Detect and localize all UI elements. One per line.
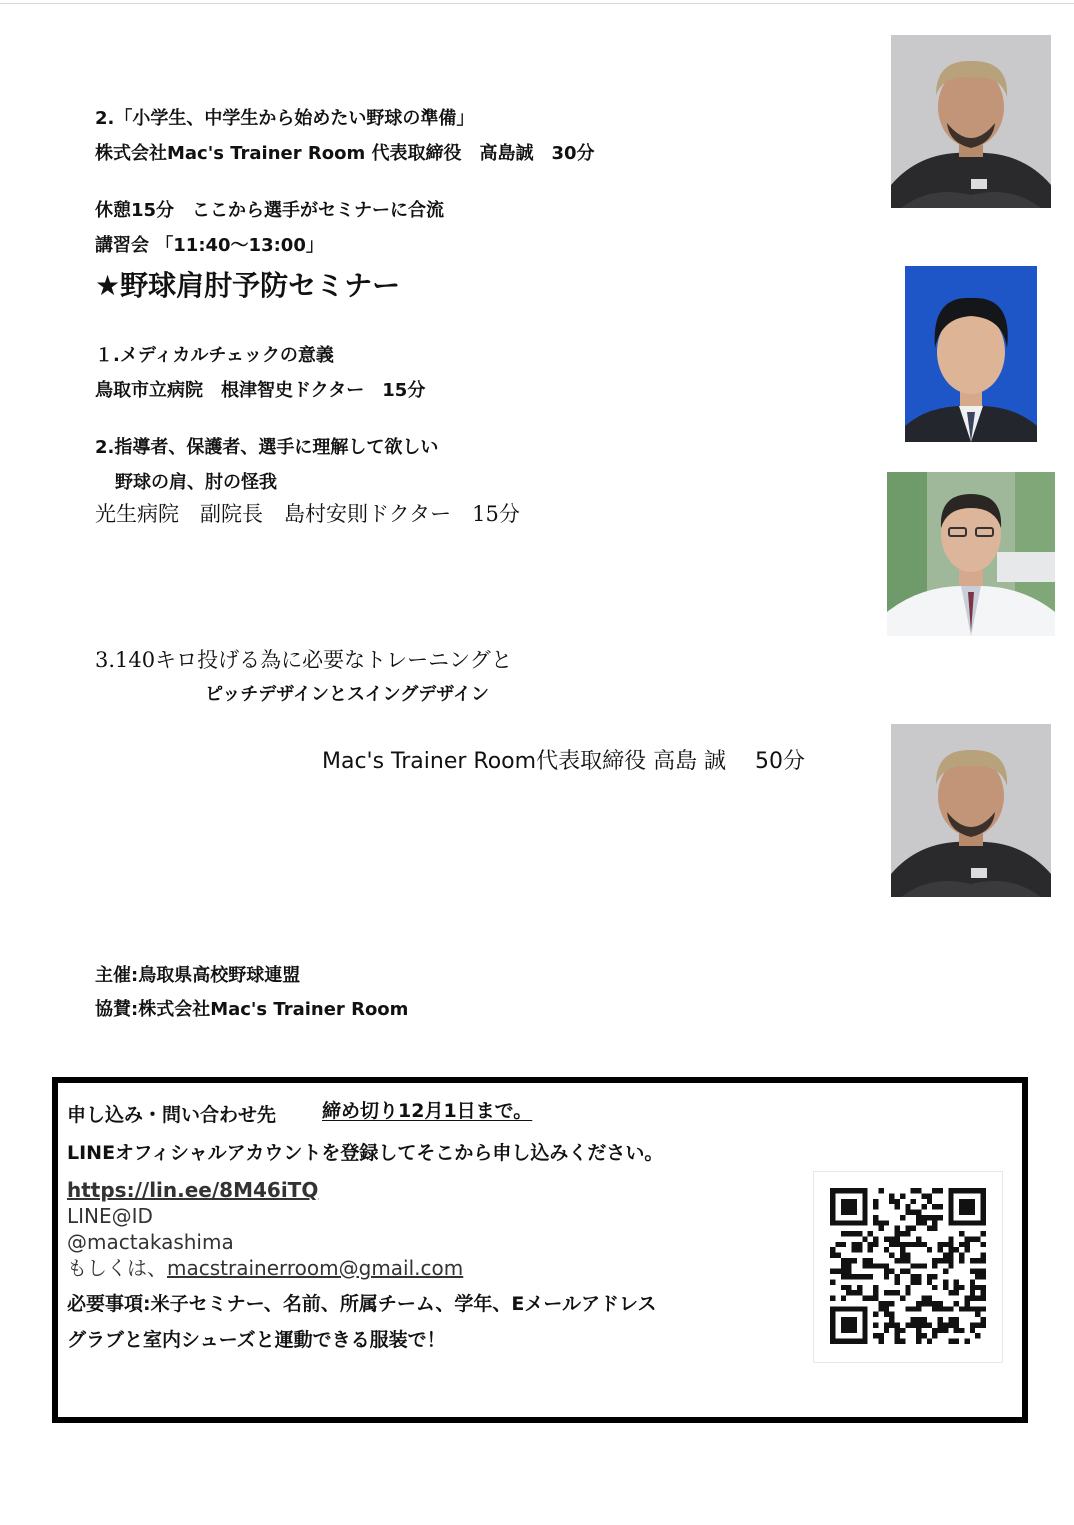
- item-2-speaker: 光生病院 副院長 島村安則ドクター 15分: [95, 502, 520, 526]
- qr-code[interactable]: [813, 1171, 1003, 1363]
- speaker-photo-nezu: [905, 266, 1037, 442]
- line-id: @mactakashima: [67, 1230, 234, 1254]
- item-3-title-line-1: 3.140キロ投げる為に必要なトレーニングと: [95, 648, 513, 672]
- item-3-title-line-2: ピッチデザインとスイングデザイン: [205, 684, 490, 705]
- seminar-heading: ★野球肩肘予防セミナー: [95, 269, 401, 302]
- deadline-text: 締め切り12月1日まで。: [322, 1100, 533, 1122]
- lecture-time: 講習会 「11:40〜13:00」: [95, 235, 324, 256]
- bring-items-text: グラブと室内シューズと運動できる服装で！: [67, 1329, 446, 1351]
- item-1-title: １.メディカルチェックの意義: [95, 345, 334, 366]
- speaker-photo-takashima: [891, 35, 1051, 208]
- contact-box: [52, 1077, 1028, 1423]
- email-link[interactable]: macstrainerroom@gmail.com: [167, 1256, 464, 1280]
- or-email-row: [67, 1256, 463, 1280]
- requirements-text: 必要事項:米子セミナー、名前、所属チーム、学年、Eメールアドレス: [67, 1293, 657, 1315]
- item-1-speaker: 鳥取市立病院 根津智史ドクター 15分: [95, 380, 426, 401]
- break-text: 休憩15分 ここから選手がセミナーに合流: [95, 200, 445, 221]
- organizer-host: 主催:鳥取県高校野球連盟: [95, 965, 301, 986]
- or-text: もしくは、: [67, 1256, 167, 1280]
- contact-label: 申し込み・問い合わせ先: [67, 1104, 277, 1126]
- speaker-photo-takashima-2: [891, 724, 1051, 897]
- item-2-title-line-2: 野球の肩、肘の怪我: [115, 472, 277, 493]
- organizer-sponsor: 協賛:株式会社Mac's Trainer Room: [95, 999, 409, 1020]
- line-instruction: LINEオフィシャルアカウントを登録してそこから申し込みください。: [67, 1142, 664, 1164]
- line-url-link[interactable]: https://lin.ee/8M46iTQ: [67, 1178, 319, 1202]
- line-id-label: LINE@ID: [67, 1204, 153, 1228]
- item-2-title-line-1: 2.指導者、保護者、選手に理解して欲しい: [95, 437, 439, 458]
- speaker-photo-shimamura: [887, 472, 1055, 636]
- item-3-speaker: Mac's Trainer Room代表取締役 高島 誠 50分: [322, 749, 806, 774]
- top-divider: [0, 3, 1074, 4]
- talk-2-speaker: 株式会社Mac's Trainer Room 代表取締役 高島誠 30分: [95, 143, 595, 164]
- qr-code-icon: [830, 1188, 986, 1344]
- talk-2-title: 2.「小学生、中学生から始めたい野球の準備」: [95, 108, 475, 129]
